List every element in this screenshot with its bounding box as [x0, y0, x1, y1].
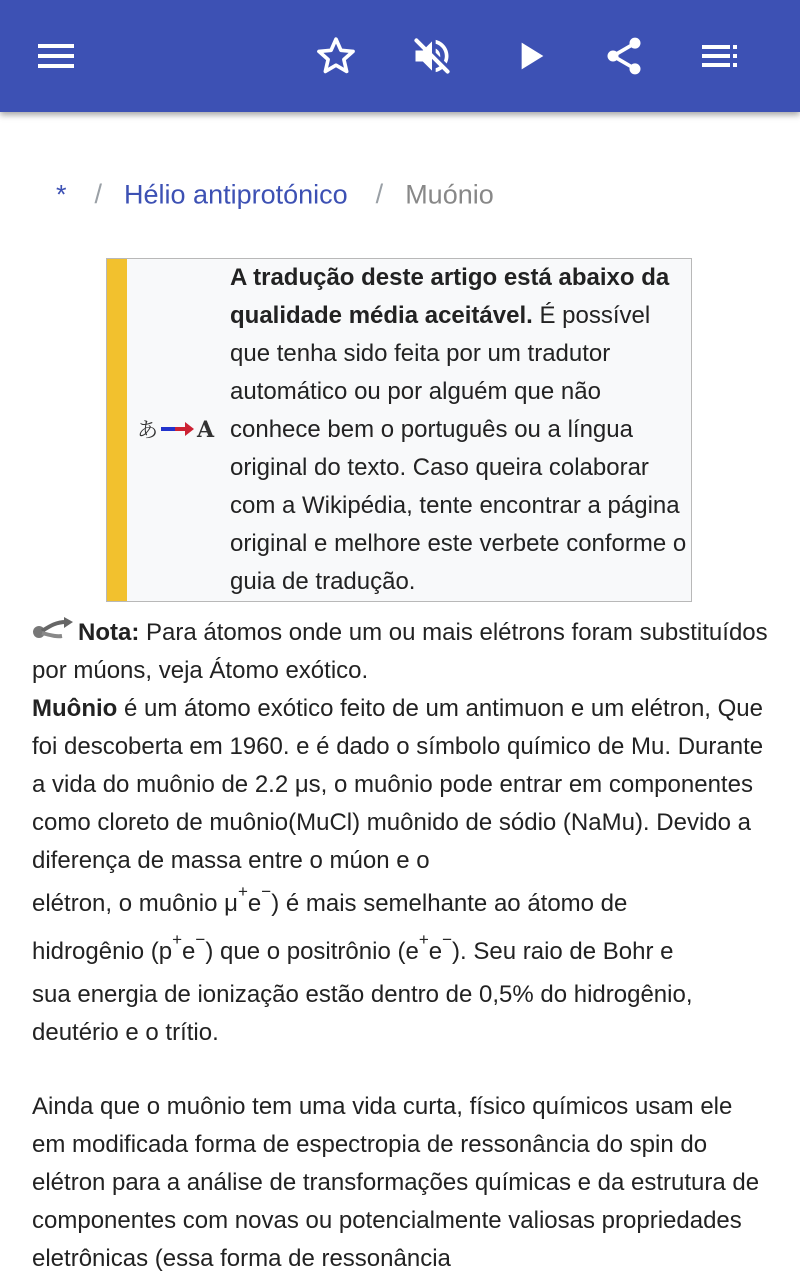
notice-body-text: É possível que tenha sido feita por um tradutor automático ou por alguém que não conhece bem o português ou a língua original do texto. Caso queira colaborar com a Wikipédia, tente encontrar a página original e melhore este verbete conforme o guia de tradução. — [230, 302, 687, 595]
app-bar — [0, 0, 800, 112]
breadcrumb-separator: / — [94, 179, 103, 210]
superscript-plus: + — [418, 930, 429, 949]
superscript-minus: − — [261, 882, 272, 901]
superscript-plus: + — [237, 882, 248, 901]
play-button[interactable] — [500, 26, 560, 86]
notice-bold-text: A tradução deste artigo está abaixo da qualidade média aceitável. — [230, 264, 670, 329]
formula-line-2 — [32, 928, 772, 976]
paragraph-second: Ainda que o muônio tem uma vida curta, físico químicos usam ele em modificada forma de espectropia de ressonância do spin do elétron para a análise de transformações químicas e da estrutura de componentes com novas ou potencialmente valiosas propriedades eletrônicas (essa forma de ressonância — [32, 1093, 760, 1272]
text-fragment: ) que o positrônio (e — [205, 938, 419, 965]
volume-off-icon — [410, 34, 454, 78]
redirect-arrow-icon — [32, 616, 74, 642]
breadcrumb-current: Muónio — [405, 179, 494, 210]
play-icon — [510, 36, 550, 76]
breadcrumb — [56, 178, 494, 210]
translate-to-glyph: A — [197, 417, 215, 443]
toc-icon — [700, 41, 740, 71]
hatnote — [32, 614, 772, 690]
mute-button[interactable] — [402, 26, 462, 86]
note-label: Nota: — [78, 619, 140, 646]
menu-button[interactable] — [26, 26, 86, 86]
text-fragment: ). Seu raio de Bohr e — [452, 938, 674, 965]
notice-accent-bar — [107, 259, 127, 601]
article-term: Muônio — [32, 695, 118, 722]
text-fragment: ) é mais semelhante ao átomo de — [271, 890, 628, 917]
paragraph-intro-text: é um átomo exótico feito de um antimuon e um elétron, Que foi descoberta em 1960. e é dado o símbolo químico de Mu. Durante a vida do muônio de 2.2 μs, o muônio pode entrar em componentes como cloreto de muônio(MuCl) muônido de sódio (NaMu). Devido a diferença de massa entre o múon e o — [32, 695, 764, 874]
paragraph-intro-end: sua energia de ionização estão dentro de 0,5% do hidrogênio, deutério e o trítio. — [32, 981, 693, 1046]
text-fragment: e — [247, 890, 262, 917]
share-icon — [602, 34, 646, 78]
note-text[interactable]: Para átomos onde um ou mais elétrons foram substituídos por múons, veja Átomo exótico. — [32, 619, 768, 684]
contents-button[interactable] — [690, 26, 750, 86]
favorite-button[interactable] — [306, 26, 366, 86]
menu-icon — [36, 41, 76, 71]
translation-notice — [106, 258, 692, 602]
text-fragment: elétron, o muônio μ — [32, 890, 238, 917]
translate-icon — [137, 414, 221, 444]
breadcrumb-parent[interactable]: Hélio antiprotónico — [124, 179, 348, 210]
superscript-minus: − — [195, 930, 206, 949]
paragraph-intro — [32, 690, 772, 1052]
text-fragment: e — [182, 938, 196, 965]
share-button[interactable] — [594, 26, 654, 86]
superscript-plus: + — [172, 930, 183, 949]
superscript-minus: − — [442, 930, 453, 949]
star-icon — [314, 34, 358, 78]
translate-from-glyph: あ — [137, 418, 158, 442]
article-content — [32, 614, 772, 1278]
breadcrumb-separator: / — [375, 179, 384, 210]
text-fragment: e — [428, 938, 443, 965]
breadcrumb-root[interactable]: * — [56, 179, 67, 210]
paragraph-gap — [32, 1052, 772, 1088]
notice-text — [230, 259, 690, 601]
text-fragment: hidrogênio (p — [32, 938, 173, 965]
formula-line-1 — [32, 880, 772, 928]
